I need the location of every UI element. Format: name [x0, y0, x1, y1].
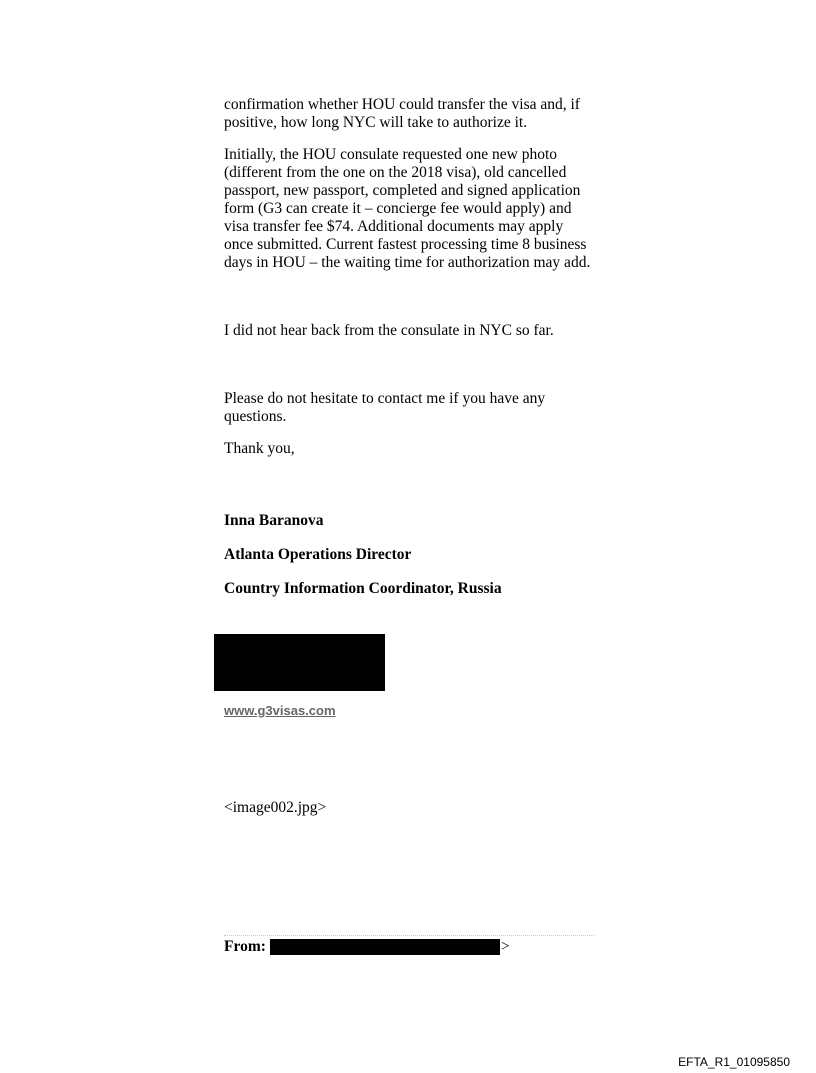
bates-number: EFTA_R1_01095850 [678, 1055, 790, 1069]
signature-title: Atlanta Operations Director [224, 546, 412, 563]
quoted-from-line [224, 938, 510, 956]
from-label: From: [224, 938, 266, 955]
attachment-placeholder: <image002.jpg> [224, 799, 327, 816]
closing-line: Thank you, [224, 440, 295, 457]
body-paragraph: Initially, the HOU consulate requested one new photo (different from the one on the 2018 visa), old cancelled passport, new passport, completed and signed application form (G3 can create it – concierge fee would apply) and visa transfer fee $74. Additional documents may apply once submitted. Current fastest processing time 8 business days in HOU – the waiting time for authorization may add. [224, 146, 591, 271]
body-paragraph: confirmation whether HOU could transfer the visa and, if positive, how long NYC will take to authorize it. [224, 96, 580, 131]
body-paragraph: I did not hear back from the consulate in NYC so far. [224, 322, 554, 339]
redaction-block [214, 634, 385, 691]
redaction-inline [270, 939, 500, 955]
from-suffix: > [500, 938, 510, 955]
email-body [224, 96, 596, 614]
quoted-divider [224, 935, 594, 936]
signature-name: Inna Baranova [224, 512, 324, 529]
body-paragraph: Please do not hesitate to contact me if you have any questions. [224, 390, 546, 425]
website-link[interactable]: www.g3visas.com [224, 703, 336, 718]
signature-role: Country Information Coordinator, Russia [224, 580, 502, 597]
